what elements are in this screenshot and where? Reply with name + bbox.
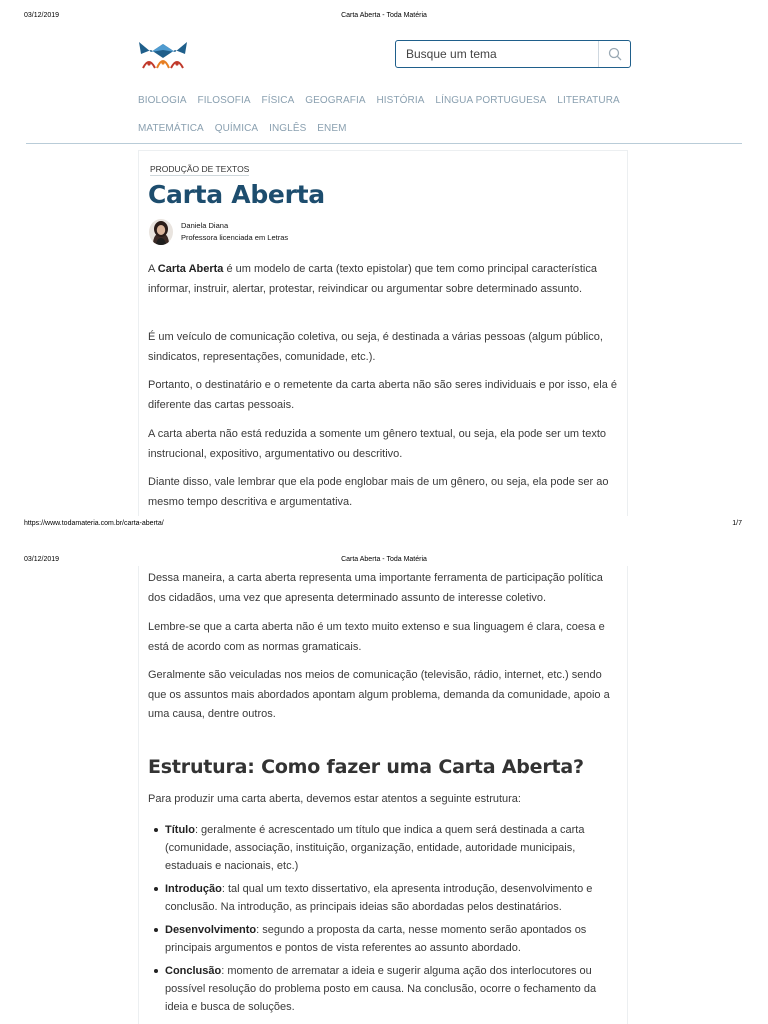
article-title: Carta Aberta — [148, 180, 325, 209]
author-avatar — [149, 219, 173, 245]
structure-list — [150, 821, 622, 1016]
paragraph-6: Dessa maneira, a carta aberta representa uma importante ferramenta de participação política dos cidadãos, uma vez que apresenta determinado assunto de interesse coletivo. — [148, 572, 603, 604]
nav-item-matematica[interactable]: MATEMÁTICA — [138, 123, 204, 134]
list-item — [150, 962, 622, 1016]
print-date-2: 03/12/2019 — [24, 556, 60, 563]
list-item-desc: : tal qual um texto dissertativo, ela apresenta introdução, desenvolvimento e conclusão. Na introdução, as principais ideias são abordadas pelos destinatários. — [165, 883, 593, 913]
logo-icon — [137, 38, 189, 70]
paragraph-9: Para produzir uma carta aberta, devemos estar atentos a seguinte estrutura: — [148, 793, 521, 805]
author-role: Professora licenciada em Letras — [181, 233, 289, 242]
list-item-desc: : geralmente é acrescentado um título que indica a quem será destinada a carta (comunidade, associação, instituição, organização, entidade, autoridade municipais, estaduais e nacionais, etc.) — [165, 824, 585, 872]
list-item — [150, 821, 622, 875]
list-item — [150, 880, 622, 916]
article-category[interactable]: PRODUÇÃO DE TEXTOS — [150, 164, 250, 174]
intro-prefix: A — [148, 263, 158, 275]
nav-item-filosofia[interactable]: FILOSOFIA — [197, 95, 251, 106]
list-item-term: Desenvolvimento — [165, 924, 257, 936]
paragraph-8: Geralmente são veiculadas nos meios de comunicação (televisão, rádio, internet, etc.) sendo que os assuntos mais abordados apontam algum problema, demanda da comunidade, apoio a uma causa, dentre outros. — [148, 669, 610, 720]
subject-nav-row-2 — [138, 123, 355, 134]
list-item-desc: : momento de arrematar a ideia e sugerir alguma ação dos interlocutores ou possível resolução do problema posto em causa. Na conclusão, ocorre o fechamento da ideia e busca de soluções. — [165, 965, 597, 1013]
print-header — [0, 12, 768, 26]
paragraph-3: Portanto, o destinatário e o remetente da carta aberta não são seres individuais e por isso, ela é diferente das cartas pessoais. — [148, 379, 618, 411]
list-item-term: Introdução — [165, 883, 222, 895]
paragraph-5: Diante disso, vale lembrar que ela pode englobar mais de um gênero, ou seja, ela pode ser ao mesmo tempo descritiva e argumentativa. — [148, 476, 609, 508]
intro-bold-term: Carta Aberta — [157, 263, 224, 275]
list-item — [150, 921, 622, 957]
search-button[interactable] — [598, 41, 630, 67]
list-item-term: Título — [165, 824, 195, 836]
nav-item-quimica[interactable]: QUÍMICA — [214, 123, 259, 134]
page-break — [0, 532, 768, 552]
avatar-icon — [149, 219, 173, 245]
print-date: 03/12/2019 — [24, 12, 60, 19]
author-block — [149, 219, 288, 245]
search-box — [395, 40, 631, 68]
intro-rest: é um modelo de carta (texto epistolar) que tem como principal característica informar, instruir, alertar, protestar, reivindicar ou argumentar sobre determinado assunto. — [148, 263, 597, 295]
subject-nav-row-1 — [138, 95, 628, 106]
nav-item-literatura[interactable]: LITERATURA — [557, 95, 620, 106]
print-url: https://www.todamateria.com.br/carta-aberta/ — [24, 520, 164, 527]
nav-item-fisica[interactable]: FÍSICA — [261, 95, 295, 106]
nav-item-geografia[interactable]: GEOGRAFIA — [305, 95, 366, 106]
list-item-desc: : segundo a proposta da carta, nesse momento serão apontados os principais argumentos e pontos de vista referentes ao assunto abordado. — [165, 924, 587, 954]
nav-item-historia[interactable]: HISTÓRIA — [376, 95, 425, 106]
author-name[interactable]: Daniela Diana — [181, 221, 229, 230]
site-logo[interactable] — [137, 38, 189, 70]
search-icon — [608, 47, 622, 61]
search-input[interactable] — [396, 41, 598, 67]
paragraph-4: A carta aberta não está reduzida a somente um gênero textual, ou seja, ela pode ser um texto instrucional, expositivo, argumentativo ou descritivo. — [148, 428, 607, 460]
print-title-2: Carta Aberta - Toda Matéria — [341, 556, 427, 563]
nav-item-enem[interactable]: ENEM — [317, 123, 347, 134]
section-heading: Estrutura: Como fazer uma Carta Aberta? — [148, 756, 584, 778]
intro-paragraph — [148, 260, 620, 299]
nav-item-lingua-portuguesa[interactable]: LÍNGUA PORTUGUESA — [435, 95, 547, 106]
print-title: Carta Aberta - Toda Matéria — [341, 12, 427, 19]
author-text — [181, 220, 288, 244]
paragraph-7: Lembre-se que a carta aberta não é um texto muito extenso e sua linguagem é clara, coesa e está de acordo com as normas gramaticais. — [148, 621, 605, 653]
nav-item-ingles[interactable]: INGLÊS — [269, 123, 307, 134]
paragraph-2: É um veículo de comunicação coletiva, ou seja, é destinada a várias pessoas (algum público, sindicatos, representações, comunidade, etc.). — [148, 331, 603, 363]
header-divider — [26, 143, 742, 144]
list-item-term: Conclusão — [165, 965, 222, 977]
nav-item-biologia[interactable]: BIOLOGIA — [138, 95, 187, 106]
print-page-number: 1/7 — [732, 520, 742, 527]
